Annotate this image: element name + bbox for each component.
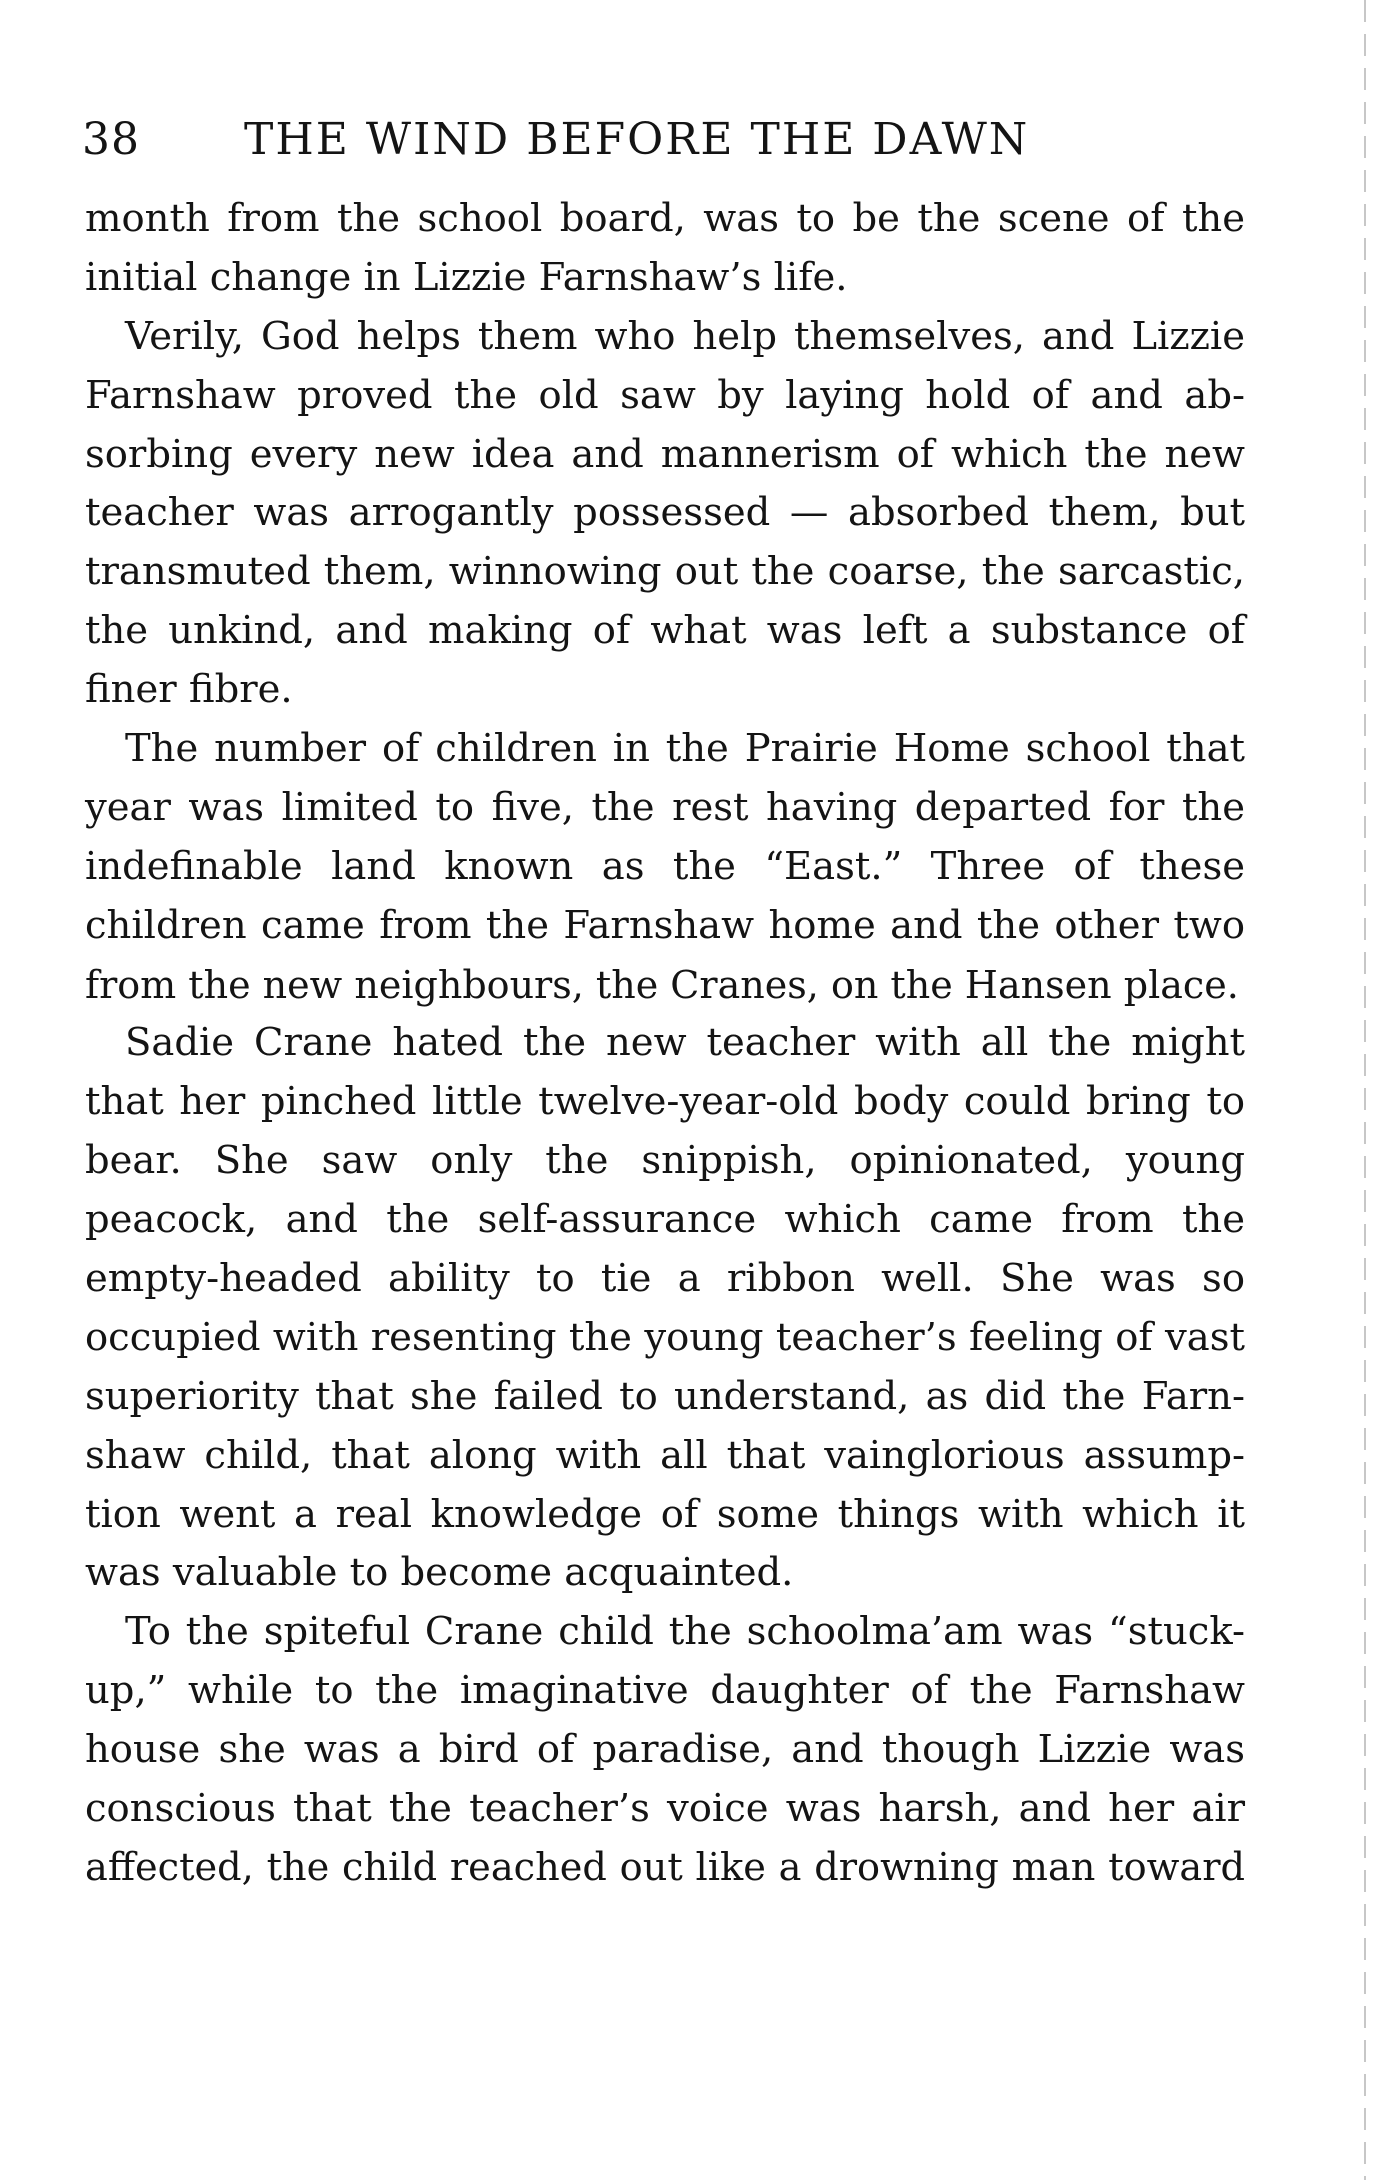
text-line: To the spiteful Crane child the schoolma’am was “stuck- [125, 1609, 1245, 1655]
text-line: shaw child, that along with all that vainglorious assump- [85, 1432, 1245, 1478]
text-line: indefinable land known as the “East.” Three of these [85, 843, 1245, 889]
text-line: Farnshaw proved the old saw by laying hold of and ab- [85, 372, 1245, 418]
text-line: up,” while to the imaginative daughter of the Farnshaw [85, 1668, 1245, 1714]
body-text [85, 190, 1245, 1898]
text-line: conscious that the teacher’s voice was harsh, and her air [85, 1786, 1245, 1832]
text-line: initial change in Lizzie Farnshaw’s life. [85, 254, 848, 300]
text-line: sorbing every new idea and mannerism of which the new [85, 431, 1245, 477]
text-line: tion went a real knowledge of some things with which it [85, 1491, 1245, 1537]
running-header [82, 110, 1242, 170]
text-line: year was limited to five, the rest having departed for the [85, 784, 1245, 830]
page-edge-rule [1364, 0, 1366, 2180]
running-title: THE WIND BEFORE THE DAWN [244, 114, 1030, 165]
text-line: house she was a bird of paradise, and though Lizzie was [85, 1727, 1245, 1773]
text-line: Sadie Crane hated the new teacher with all the might [125, 1020, 1245, 1066]
text-line: children came from the Farnshaw home and the other two [85, 902, 1245, 948]
text-line: was valuable to become acquainted. [85, 1550, 794, 1596]
text-line: peacock, and the self-assurance which came from the [85, 1197, 1245, 1243]
text-line: Verily, God helps them who help themselves, and Lizzie [125, 313, 1245, 359]
text-line: superiority that she failed to understand, as did the Farn- [85, 1373, 1245, 1419]
text-line: The number of children in the Prairie Home school that [125, 726, 1245, 772]
text-line: empty-headed ability to tie a ribbon well. She was so [85, 1256, 1245, 1302]
text-line: occupied with resenting the young teacher’s feeling of vast [85, 1314, 1245, 1360]
text-line: from the new neighbours, the Cranes, on the Hansen place. [85, 962, 1239, 1007]
text-line: that her pinched little twelve-year-old body could bring to [85, 1079, 1245, 1125]
text-line: teacher was arrogantly possessed — absorbed them, but [85, 490, 1245, 536]
text-line: transmuted them, winnowing out the coarse, the sarcastic, [85, 549, 1245, 595]
text-line: bear. She saw only the snippish, opinionated, young [85, 1138, 1245, 1184]
text-line: the unkind, and making of what was left a substance of [85, 608, 1245, 654]
page-number: 38 [82, 114, 140, 165]
text-line: finer fibre. [85, 667, 293, 713]
text-line: affected, the child reached out like a drowning man toward [85, 1844, 1245, 1890]
text-line: month from the school board, was to be the scene of the [85, 196, 1245, 241]
